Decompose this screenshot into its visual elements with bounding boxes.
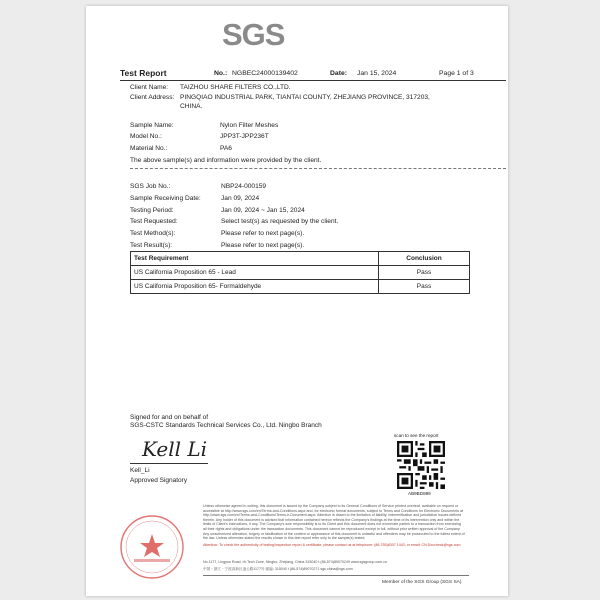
svg-text:Kell Li: Kell Li	[142, 437, 208, 461]
testing-period-label: Testing Period:	[130, 207, 174, 214]
conclusion-cell: Pass	[379, 280, 470, 294]
qr-code-icon[interactable]	[397, 441, 445, 489]
sgs-official-stamp	[118, 513, 186, 581]
material-label: Material No.:	[130, 145, 168, 152]
signature-line	[130, 463, 208, 464]
sgs-group-member: Member of the SGS Group (SGS SA)	[382, 580, 462, 585]
footer-address-en: No.1177, Lingyun Road, Hi-Tech Zone, Ningbo, Zhejiang, China 315040 t (86-574)89070249 www.sgsgroup.com.cn	[203, 560, 387, 564]
job-no-label: SGS Job No.:	[130, 183, 171, 190]
sample-note: The above sample(s) and information were provided by the client.	[130, 157, 322, 164]
test-requirement-table	[130, 251, 470, 294]
report-title: Test Report	[120, 68, 167, 78]
test-result-value: Please refer to next page(s).	[221, 242, 305, 249]
header-requirement: Test Requirement	[131, 252, 379, 266]
signatory-title: Approved Signatory	[130, 477, 188, 484]
signed-line2: SGS-CSTC Standards Technical Services Co., Ltd. Ningbo Branch	[130, 422, 322, 429]
receiving-date-label: Sample Receiving Date:	[130, 195, 201, 202]
client-address-label: Client Address:	[130, 94, 175, 101]
report-date-value: Jan 15, 2024	[357, 70, 397, 77]
table-row	[131, 280, 470, 294]
client-name-value: TAIZHOU SHARE FILTERS CO.,LTD.	[180, 84, 291, 91]
handwritten-signature	[140, 430, 230, 464]
header-rule	[120, 80, 506, 81]
footer-disclaimer: Unless otherwise agreed in writing, this document is issued by the Company subject to its General Conditions of Service printed overleaf, available on request or accessible at http://www.sgs.com/en/Terms-and-Conditions.aspx and, for electronic format documents, subject to Terms and Conditions for Electronic Documents at http://www.sgs.com/en/Terms-and-Conditions/Terms-e-Document.aspx. Attention is drawn to the limitation of liability, indemnification and jurisdiction issues defined therein. Any holder of this document is advised that information contained hereon reflects the Company's findings at the time of its intervention only and within the limits of Client's instructions, if any. The Company's sole responsibility is to its Client and this document does not exonerate parties to a transaction from exercising all their rights and obligations under the transaction documents. This document cannot be reproduced except in full, without prior written approval of the Company. Any unauthorized alteration, forgery or falsification of the content or appearance of this document is unlawful and offenders may be prosecuted to the fullest extent of the law. Unless otherwise stated the results shown in this test report refer only to the sample(s) tested.	[203, 504, 465, 541]
dashed-divider	[130, 168, 506, 169]
sample-name-label: Sample Name:	[130, 122, 174, 129]
report-no-value: NGBEC24000139402	[232, 70, 298, 77]
receiving-date-value: Jan 09, 2024	[221, 195, 260, 202]
footer-rule	[203, 575, 469, 576]
page-number: Page 1 of 3	[439, 70, 474, 77]
client-name-label: Client Name:	[130, 84, 169, 91]
conclusion-cell: Pass	[379, 266, 470, 280]
test-requested-label: Test Requested:	[130, 218, 178, 225]
footer-address-cn: 中国・浙江・宁波高新区凌云路1177号 邮编: 315040 t (86-574)89070271 sgs.china@sgs.com	[203, 567, 353, 571]
signed-line1: Signed for and on behalf of	[130, 414, 209, 421]
model-value: JPP3T-JPP236T	[220, 133, 269, 140]
test-result-label: Test Result(s):	[130, 242, 173, 249]
test-requested-value: Select test(s) as requested by the client.	[221, 218, 339, 225]
model-label: Model No.:	[130, 133, 162, 140]
requirement-cell: US California Proposition 65- Formaldehyde	[131, 280, 379, 294]
qr-caption: scan to see the report	[394, 433, 439, 438]
requirement-cell: US California Proposition 65 - Lead	[131, 266, 379, 280]
report-date-label: Date:	[330, 70, 347, 77]
table-row	[131, 266, 470, 280]
client-address-line1: PINGQIAO INDUSTRIAL PARK, TIANTAI COUNTY, ZHEJIANG PROVINCE, 317203,	[180, 94, 430, 101]
job-no-value: NBP24-000159	[221, 183, 267, 190]
report-no-label: No.:	[214, 70, 228, 77]
sample-name-value: Nylon Filter Meshes	[220, 122, 279, 129]
testing-period-value: Jan 09, 2024 ~ Jan 15, 2024	[221, 207, 305, 214]
test-method-value: Please refer to next page(s).	[221, 230, 305, 237]
signatory-name: Kell_Li	[130, 467, 150, 474]
footer-attention: Attention: To check the authenticity of testing/inspection report & certificate, please contact us at telephone: (86-755)8307 1443, or email: CN.Doccheck@sgs.com	[203, 543, 461, 547]
test-method-label: Test Method(s):	[130, 230, 176, 237]
qr-code-text: AB9BD899	[408, 491, 431, 496]
client-address-line2: CHINA.	[180, 103, 203, 110]
material-value: PA6	[220, 145, 232, 152]
sgs-logo	[222, 17, 285, 52]
table-header-row	[131, 252, 470, 266]
header-conclusion: Conclusion	[379, 252, 470, 266]
svg-text:SGS: SGS	[222, 17, 285, 52]
